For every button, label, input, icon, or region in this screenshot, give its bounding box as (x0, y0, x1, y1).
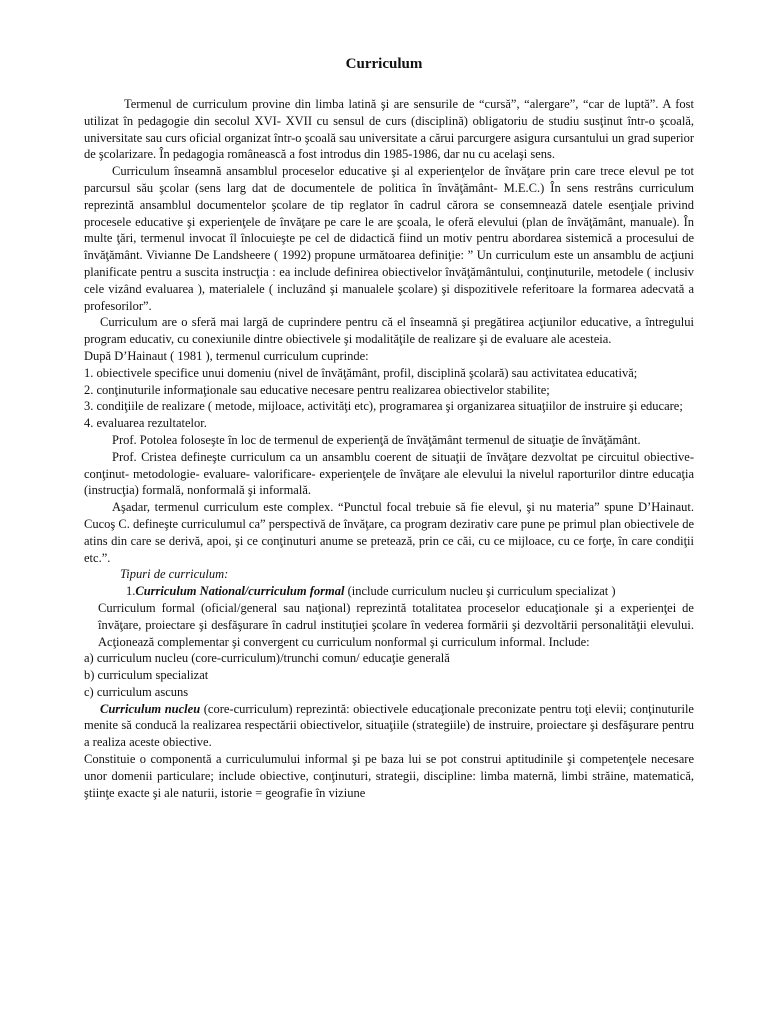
page-title: Curriculum (345, 56, 423, 72)
paragraph-formal: Curriculum formal (oficial/general sau naţional) reprezintă totalitatea proceselor educaţionale şi a experienţei de învăţare, proiectare şi desfăşurare în cadrul instituţiei şcolare în vederea formării şi dezvoltării personalităţii elevului. Acţionează complementar şi convergent cu curriculum nonformal şi curriculum informal. Include: (98, 600, 694, 649)
type1-name: Curriculum National/curriculum formal (135, 584, 345, 599)
paragraph-complex: Aşadar, termenul curriculum este complex. “Punctul focal trebuie să fie elevul, şi nu materia” spune D’Hainaut. Cucoş C. defineşte curriculumul ca” perspectivă de învăţare, ca program dezirativ care pune pe primul plan obiectivele de atins din care se derivă, apoi, şi ce conţinuturi anume se pretează, prin ce căi, cu ce mijloace, cu ce forţe, în care condiţii etc.”. (84, 500, 694, 565)
list-item: 3. condiţiile de realizare ( metode, mijloace, activităţi etc), programarea şi organizarea situaţiilor de instruire şi educare; (84, 399, 683, 414)
paragraph-dhainaut-intro: După D’Hainaut ( 1981 ), termenul curriculum cuprinde: (84, 348, 369, 363)
paragraph-definition: Curriculum înseamnă ansamblul proceselor educative şi al experienţelor de învăţare prin care trece elevul pe tot parcursul său şcolar (sens larg dat de documentele de politica în învăţământ- M.E.C.) În sens restrâns curriculum reprezintă ansamblul documentelor şcolare de tip reglator în cadrul cărora se consemnează datele esenţiale privind procesele educative şi experienţele de învăţare pe care le are şcoala, le oferă elevului (plan de învăţământ, manuale). În multe ţări, termenul invocat îl înlocuieşte pe cel de didactică fiind un motiv pentru abordarea sistemică a procesului de învăţământ. Vivianne De Landsheere ( 1992) propune următoarea definiţie: ” Un curriculum este un ansamblu de acţiuni planificate pentru a suscita instrucţia : ea include definirea obiectivelor învăţământului, conţinuturile, metodele ( inclusiv cele vizând evaluarea ), materialele ( incluzând şi manualele şcolare) şi dispozitivele referitoare la formarea adecvată a profesorilor”. (84, 164, 694, 313)
list-item: 2. conţinuturile informaţionale sau educative necesare pentru realizarea obiectivelor stabilite; (84, 382, 550, 397)
paragraph-last: Constituie o componentă a curriculumului informal şi pe baza lui se pot construi aptitudinile şi competenţele necesare unor domenii particulare; include obiective, conţinuturi, strategii, discipline: limba maternă, limbi străine, matematică, ştiinţe exacte şi ale naturii, istorie = geografie în viziune (84, 752, 694, 800)
types-heading: Tipuri de curriculum: (120, 567, 229, 582)
list-item: 4. evaluarea rezultatelor. (84, 416, 207, 431)
list-item: c) curriculum ascuns (84, 684, 189, 699)
type1-number: 1. (126, 584, 136, 599)
nucleu-rest: (core-curriculum) reprezintă: obiectivele educaţionale preconizate pentru toţi elevii; conţinuturile menite să conducă la realizarea respectării obiectivelor, situaţiile (strategiile) de instruire, proiectare şi desfăşurare pentru a realiza aceste obiective. (84, 701, 694, 750)
list-item: 1. obiectivele specifice unui domeniu (nivel de învăţământ, profil, disciplină şcolară) sau activitatea educativă; (84, 365, 638, 380)
type1-line (84, 583, 694, 600)
paragraph-potolea: Prof. Potolea foloseşte în loc de termenul de experienţă de învăţământ termenul de situaţie de învăţământ. (112, 432, 641, 447)
list-item: b) curriculum specializat (84, 668, 209, 683)
paragraph-nucleu (84, 701, 694, 751)
document-body (84, 96, 694, 801)
nucleu-name: Curriculum nucleu (100, 701, 201, 716)
paragraph-cristea: Prof. Cristea defineşte curriculum ca un ansamblu coerent de situaţii de învăţare dezvoltat pe circuitul obiective- conţinut- metodologie- evaluare- valorificare- experienţele de învăţare ale elevului la nivelul raporturilor dintre educaţia (instrucţia) formală, nonformală şi informală. (84, 449, 694, 498)
type1-rest: (include curriculum nucleu şi curriculum specializat ) (344, 584, 616, 599)
paragraph-origin: Termenul de curriculum provine din limba latină şi are sensurile de “cursă”, “alergare”, “car de luptă”. A fost utilizat în pedagogie din secolul XVI- XVII cu sensul de curs (disciplină) obligatoriu de studiu susţinut într-o şcoală, universitate sau curs oficial organizat într-o şcoală sau universitate a cărui parcurgere asigura cursantului un grad superior de şcolarizare. În pedagogia românească a fost introdus din 1985-1986, dar nu cu acelaşi sens. (84, 97, 694, 162)
list-item: a) curriculum nucleu (core-curriculum)/trunchi comun/ educaţie generală (84, 651, 450, 666)
paragraph-sphere: Curriculum are o sferă mai largă de cuprindere pentru că el înseamnă şi pregătirea acţiunilor educative, a întregului program educativ, cu conexiunile dintre obiectivele şi modalităţile de realizare şi de evaluare ale acesteia. (84, 315, 694, 347)
